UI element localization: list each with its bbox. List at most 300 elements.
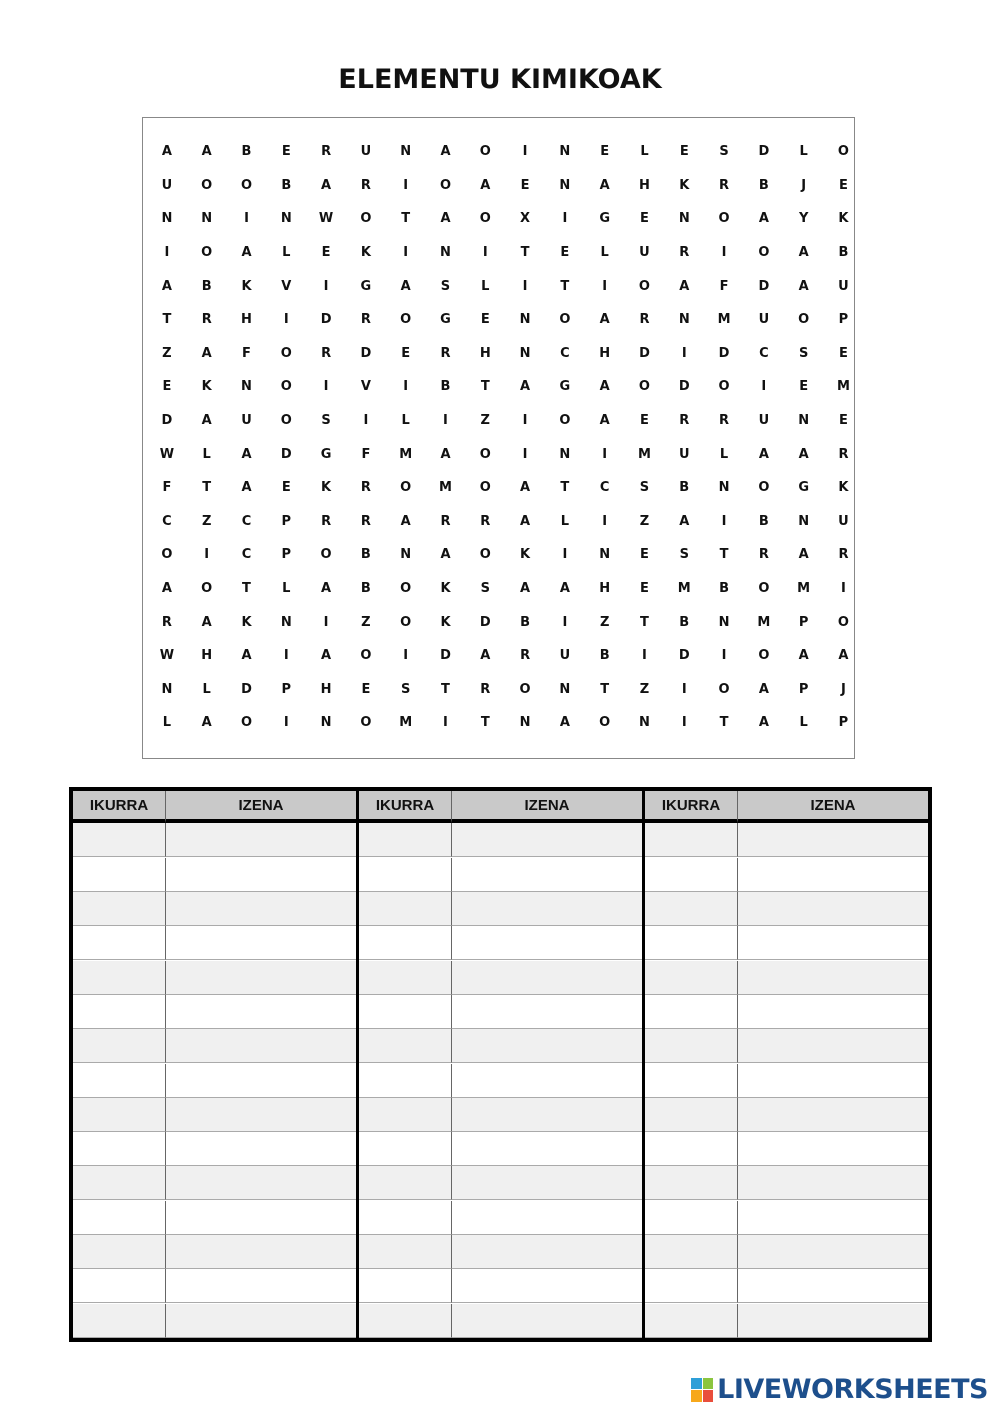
letter-cell: O xyxy=(240,177,253,193)
letter-cell: I xyxy=(602,278,608,294)
letter-cell: A xyxy=(758,446,769,462)
letter-cell: R xyxy=(679,413,690,429)
letter-cell: O xyxy=(758,581,770,597)
symbol-answer-field[interactable] xyxy=(73,1132,166,1166)
name-answer-field[interactable] xyxy=(452,1098,642,1132)
letter-cell: R xyxy=(360,513,371,529)
symbol-answer-field[interactable] xyxy=(359,892,452,926)
letter-cell: A xyxy=(201,715,212,731)
name-answer-field[interactable] xyxy=(452,1201,642,1235)
letter-cell: S xyxy=(798,345,809,361)
word-search-puzzle xyxy=(142,117,855,759)
symbol-answer-field[interactable] xyxy=(73,961,166,995)
letter-cell: I xyxy=(323,278,329,294)
letter-cell: O xyxy=(479,211,491,227)
letter-cell: K xyxy=(838,211,849,227)
letter-cell: I xyxy=(681,345,687,361)
name-answer-field[interactable] xyxy=(166,892,356,926)
name-answer-field[interactable] xyxy=(452,995,642,1029)
letter-cell: N xyxy=(718,480,730,496)
letter-cell: D xyxy=(479,614,491,630)
letter-cell: I xyxy=(602,446,608,462)
letter-cell: H xyxy=(241,312,252,328)
letter-cell: O xyxy=(400,581,412,597)
letter-cell: A xyxy=(758,211,769,227)
symbol-answer-field[interactable] xyxy=(645,1235,738,1269)
symbol-answer-field[interactable] xyxy=(73,926,166,960)
letter-cell: I xyxy=(721,245,727,261)
name-answer-field[interactable] xyxy=(166,926,356,960)
symbol-answer-field[interactable] xyxy=(73,1235,166,1269)
letter-cell: A xyxy=(321,648,332,664)
symbol-answer-field[interactable] xyxy=(645,1166,738,1200)
letter-cell: T xyxy=(560,480,570,496)
letter-cell: A xyxy=(201,345,212,361)
letter-cell: U xyxy=(161,177,173,193)
symbol-answer-field[interactable] xyxy=(73,823,166,857)
letter-cell: T xyxy=(242,581,251,597)
name-answer-field[interactable] xyxy=(166,1132,356,1166)
letter-cell: J xyxy=(801,177,807,193)
symbol-answer-field[interactable] xyxy=(73,892,166,926)
letter-cell: K xyxy=(679,177,690,193)
symbol-answer-field[interactable] xyxy=(359,961,452,995)
name-answer-field[interactable] xyxy=(738,892,928,926)
symbol-answer-field[interactable] xyxy=(359,1029,452,1063)
letter-cell: I xyxy=(443,715,448,731)
symbol-answer-field[interactable] xyxy=(359,1269,452,1303)
letter-cell: B xyxy=(201,278,212,294)
letter-cell: I xyxy=(522,446,528,462)
symbol-answer-field[interactable] xyxy=(645,1269,738,1303)
letter-cell: F xyxy=(361,446,371,462)
letter-cell: D xyxy=(161,413,173,429)
letter-cell: N xyxy=(400,144,412,160)
letter-cell: K xyxy=(201,379,212,395)
symbol-answer-field[interactable] xyxy=(359,1201,452,1235)
symbol-column-header: IKURRA xyxy=(359,791,452,823)
letter-cell: N xyxy=(798,413,810,429)
name-answer-field[interactable] xyxy=(452,1132,642,1166)
letter-cell: A xyxy=(599,312,610,328)
logo-square xyxy=(703,1378,714,1390)
letter-cell: B xyxy=(758,177,769,193)
letter-cell: P xyxy=(838,312,849,328)
letter-cell: R xyxy=(360,480,371,496)
letter-cell: E xyxy=(839,413,848,429)
letter-cell: I xyxy=(681,681,687,697)
symbol-answer-field[interactable] xyxy=(645,1064,738,1098)
letter-cell: W xyxy=(159,446,175,462)
letter-cell: K xyxy=(838,480,849,496)
letter-cell: L xyxy=(202,681,211,697)
letter-cell: I xyxy=(721,513,727,529)
letter-cell: I xyxy=(602,513,608,529)
letter-cell: A xyxy=(480,648,491,664)
symbol-answer-field[interactable] xyxy=(73,858,166,892)
letter-cell: B xyxy=(719,581,730,597)
letter-cell: A xyxy=(599,413,610,429)
letter-cell: L xyxy=(481,278,490,294)
symbol-answer-field[interactable] xyxy=(645,926,738,960)
letter-cell: M xyxy=(399,446,413,462)
letter-cell: N xyxy=(718,614,730,630)
letter-cell: U xyxy=(838,278,849,294)
letter-cell: A xyxy=(321,581,332,597)
symbol-answer-field[interactable] xyxy=(645,1029,738,1063)
name-answer-field[interactable] xyxy=(166,995,356,1029)
name-answer-field[interactable] xyxy=(166,1098,356,1132)
letter-cell: A xyxy=(520,379,531,395)
letter-cell: S xyxy=(719,144,729,160)
letter-cell: O xyxy=(559,413,571,429)
letter-cell: B xyxy=(679,480,690,496)
letter-cell: L xyxy=(282,581,291,597)
name-answer-field[interactable] xyxy=(738,1098,928,1132)
name-answer-field[interactable] xyxy=(452,1166,642,1200)
letter-cell: S xyxy=(400,681,411,697)
letter-cell: I xyxy=(283,715,289,731)
letter-cell: N xyxy=(798,513,810,529)
symbol-answer-field[interactable] xyxy=(645,961,738,995)
letter-cell: A xyxy=(599,177,610,193)
letter-cell: A xyxy=(400,278,411,294)
letter-cell: A xyxy=(520,513,531,529)
letter-cell: D xyxy=(440,648,451,664)
symbol-answer-field[interactable] xyxy=(359,1132,452,1166)
symbol-column-header: IKURRA xyxy=(645,791,738,823)
letter-cell: C xyxy=(241,547,252,563)
symbol-answer-field[interactable] xyxy=(645,1098,738,1132)
symbol-answer-field[interactable] xyxy=(645,892,738,926)
letter-cell: J xyxy=(841,681,846,697)
letter-cell: R xyxy=(838,446,849,462)
name-answer-field[interactable] xyxy=(166,1029,356,1063)
symbol-answer-field[interactable] xyxy=(73,1029,166,1063)
name-answer-field[interactable] xyxy=(738,1201,928,1235)
symbol-answer-field[interactable] xyxy=(73,995,166,1029)
letter-cell: C xyxy=(759,345,769,361)
letter-cell: G xyxy=(599,211,610,227)
letter-cell: B xyxy=(241,144,252,160)
name-answer-field[interactable] xyxy=(452,1269,642,1303)
letter-cell: D xyxy=(320,312,332,328)
letter-cell: D xyxy=(678,379,690,395)
letter-cell: V xyxy=(360,379,371,395)
letter-cell: M xyxy=(757,614,771,630)
name-answer-field[interactable] xyxy=(738,1132,928,1166)
letter-cell: M xyxy=(836,379,850,395)
letter-cell: L xyxy=(162,715,172,731)
letter-cell: O xyxy=(798,312,810,328)
letter-cell: A xyxy=(599,379,610,395)
letter-cell: O xyxy=(240,715,253,731)
answer-table xyxy=(69,787,932,1342)
letter-cell: R xyxy=(758,547,769,563)
letter-cell: L xyxy=(640,144,649,160)
letter-cell: A xyxy=(241,245,252,261)
letter-cell: B xyxy=(758,513,769,529)
letter-cell: A xyxy=(838,648,849,664)
letter-cell: P xyxy=(798,614,809,630)
letter-cell: N xyxy=(519,715,531,731)
letter-cell: A xyxy=(161,581,172,597)
letter-cell: I xyxy=(283,312,289,328)
letter-cell: R xyxy=(360,177,371,193)
letter-cell: O xyxy=(201,581,213,597)
name-answer-field[interactable] xyxy=(738,1235,928,1269)
letter-cell: O xyxy=(161,547,173,563)
letter-cell: N xyxy=(400,547,412,563)
letter-cell: O xyxy=(479,547,491,563)
letter-cell: I xyxy=(522,278,528,294)
symbol-answer-field[interactable] xyxy=(73,1201,166,1235)
symbol-answer-field[interactable] xyxy=(359,1064,452,1098)
letter-cell: A xyxy=(758,715,769,731)
brand-text: LIVEWORKSHEETS xyxy=(717,1374,988,1405)
symbol-column-header: IKURRA xyxy=(73,791,166,823)
symbol-answer-field[interactable] xyxy=(359,995,452,1029)
letter-cell: A xyxy=(520,581,531,597)
letter-cell: T xyxy=(202,480,212,496)
name-column-header: IZENA xyxy=(738,791,928,823)
symbol-answer-field[interactable] xyxy=(359,1304,452,1338)
letter-cell: O xyxy=(519,681,531,697)
name-answer-field[interactable] xyxy=(166,1269,356,1303)
letter-cell: E xyxy=(839,345,848,361)
letter-cell: I xyxy=(522,144,528,160)
letter-cell: I xyxy=(642,648,647,664)
letter-cell: R xyxy=(719,413,730,429)
letter-cell: I xyxy=(283,648,289,664)
letter-cell: A xyxy=(758,681,769,697)
letter-cell: A xyxy=(559,715,570,731)
letter-cell: I xyxy=(562,614,568,630)
name-answer-field[interactable] xyxy=(452,823,642,857)
letter-cell: B xyxy=(281,177,292,193)
letter-cell: A xyxy=(241,648,252,664)
name-answer-field[interactable] xyxy=(452,926,642,960)
symbol-answer-field[interactable] xyxy=(645,1304,738,1338)
letter-cell: E xyxy=(321,245,331,261)
letter-cell: B xyxy=(520,614,531,630)
letter-cell: T xyxy=(719,547,729,563)
letter-cell: E xyxy=(281,480,291,496)
letter-cell: L xyxy=(560,513,570,529)
letter-cell: O xyxy=(320,547,332,563)
letter-cell: I xyxy=(721,648,727,664)
letter-cell: K xyxy=(520,547,531,563)
name-answer-field[interactable] xyxy=(166,823,356,857)
letter-cell: R xyxy=(360,312,371,328)
letter-cell: N xyxy=(280,211,292,227)
letter-cell: D xyxy=(718,345,730,361)
symbol-answer-field[interactable] xyxy=(645,1201,738,1235)
liveworksheets-logo-icon xyxy=(691,1378,713,1402)
letter-cell: A xyxy=(440,446,451,462)
name-answer-field[interactable] xyxy=(452,961,642,995)
letter-cell: B xyxy=(360,547,371,563)
letter-cell: L xyxy=(719,446,729,462)
symbol-answer-field[interactable] xyxy=(73,1098,166,1132)
letter-cell: E xyxy=(560,245,570,261)
letter-cell: E xyxy=(640,581,649,597)
name-answer-field[interactable] xyxy=(452,858,642,892)
letter-cell: P xyxy=(281,681,292,697)
symbol-answer-field[interactable] xyxy=(359,1235,452,1269)
name-answer-field[interactable] xyxy=(166,961,356,995)
letter-cell: I xyxy=(323,379,329,395)
letter-cell: A xyxy=(440,144,451,160)
letter-cell: A xyxy=(798,547,809,563)
letter-cell: E xyxy=(799,379,809,395)
name-answer-field[interactable] xyxy=(452,1064,642,1098)
name-answer-field[interactable] xyxy=(166,858,356,892)
letter-cell: H xyxy=(599,345,611,361)
letter-cell: A xyxy=(798,648,809,664)
letter-cell: M xyxy=(439,480,452,496)
symbol-answer-field[interactable] xyxy=(645,995,738,1029)
letter-cell: O xyxy=(280,413,292,429)
letter-cell: I xyxy=(522,413,528,429)
letter-cell: E xyxy=(401,345,411,361)
symbol-answer-field[interactable] xyxy=(73,1166,166,1200)
letter-cell: I xyxy=(482,245,488,261)
letter-cell: C xyxy=(599,480,610,496)
letter-cell: N xyxy=(201,211,213,227)
name-answer-field[interactable] xyxy=(452,1029,642,1063)
name-answer-field[interactable] xyxy=(166,1201,356,1235)
letter-cell: I xyxy=(204,547,210,563)
name-answer-field[interactable] xyxy=(452,1304,642,1338)
letter-cell: W xyxy=(318,211,334,227)
letter-cell: O xyxy=(638,379,650,395)
name-answer-field[interactable] xyxy=(166,1235,356,1269)
letter-cell: A xyxy=(161,278,172,294)
name-answer-field[interactable] xyxy=(452,1235,642,1269)
letter-cell: K xyxy=(241,614,252,630)
name-answer-field[interactable] xyxy=(452,892,642,926)
letter-cell: R xyxy=(440,345,451,361)
letter-cell: I xyxy=(323,614,329,630)
letter-cell: N xyxy=(519,345,531,361)
letter-cell: R xyxy=(719,177,730,193)
symbol-answer-field[interactable] xyxy=(73,1304,166,1338)
letter-cell: O xyxy=(479,144,491,160)
letter-cell: S xyxy=(639,480,650,496)
name-answer-field[interactable] xyxy=(738,858,928,892)
letter-cell: N xyxy=(559,446,571,462)
letter-cell: O xyxy=(718,211,730,227)
letter-cell: I xyxy=(244,211,249,227)
letter-cell: O xyxy=(400,312,412,328)
symbol-answer-field[interactable] xyxy=(645,823,738,857)
name-answer-field[interactable] xyxy=(166,1064,356,1098)
name-answer-field[interactable] xyxy=(738,1029,928,1063)
name-answer-field[interactable] xyxy=(738,1304,928,1338)
letter-cell: N xyxy=(639,715,650,731)
letter-cell: N xyxy=(440,245,451,261)
letter-cell: R xyxy=(440,513,451,529)
letter-cell: C xyxy=(560,345,570,361)
letter-cell: A xyxy=(798,446,809,462)
letter-cell: G xyxy=(559,379,571,395)
letter-cell: T xyxy=(719,715,729,731)
letter-cell: R xyxy=(480,681,491,697)
letter-cell: T xyxy=(162,312,172,328)
letter-cell: N xyxy=(161,211,173,227)
name-answer-field[interactable] xyxy=(738,1064,928,1098)
letter-cell: L xyxy=(600,245,609,261)
letter-cell: A xyxy=(400,513,411,529)
letter-cell: H xyxy=(639,177,650,193)
symbol-answer-field[interactable] xyxy=(359,1098,452,1132)
letter-cell: U xyxy=(838,513,849,529)
letter-cell: A xyxy=(440,547,451,563)
letter-cell: A xyxy=(679,513,690,529)
letter-cell: N xyxy=(599,547,611,563)
symbol-answer-field[interactable] xyxy=(73,1064,166,1098)
letter-cell: O xyxy=(439,177,451,193)
letter-cell: E xyxy=(839,177,848,193)
letter-cell: I xyxy=(443,413,448,429)
symbol-answer-field[interactable] xyxy=(359,926,452,960)
letter-cell: L xyxy=(401,413,410,429)
letter-cell: Z xyxy=(639,513,650,529)
letter-cell: A xyxy=(321,177,332,193)
name-answer-field[interactable] xyxy=(738,961,928,995)
letter-cell: L xyxy=(799,715,808,731)
letter-cell: P xyxy=(798,681,809,697)
letter-cell: A xyxy=(201,144,212,160)
letter-cell: E xyxy=(480,312,490,328)
letter-cell: R xyxy=(161,614,172,630)
letter-cell: F xyxy=(242,345,251,361)
letter-cell: I xyxy=(403,245,409,261)
letter-cell: M xyxy=(717,312,731,328)
name-answer-field[interactable] xyxy=(738,926,928,960)
letter-cell: H xyxy=(599,581,611,597)
name-answer-field[interactable] xyxy=(738,1269,928,1303)
symbol-answer-field[interactable] xyxy=(359,823,452,857)
letter-cell: O xyxy=(360,211,372,227)
letter-cell: S xyxy=(679,547,689,563)
name-answer-field[interactable] xyxy=(166,1304,356,1338)
letter-cell: A xyxy=(201,413,212,429)
letter-cell: D xyxy=(758,278,770,294)
symbol-answer-field[interactable] xyxy=(645,1132,738,1166)
letter-cell: D xyxy=(241,681,252,697)
name-answer-field[interactable] xyxy=(738,823,928,857)
symbol-answer-field[interactable] xyxy=(359,1166,452,1200)
name-answer-field[interactable] xyxy=(166,1166,356,1200)
page-title: ELEMENTU KIMIKOAK xyxy=(338,64,662,95)
name-answer-field[interactable] xyxy=(738,995,928,1029)
symbol-answer-field[interactable] xyxy=(645,858,738,892)
letter-cell: A xyxy=(161,144,172,160)
letter-cell: B xyxy=(360,581,371,597)
symbol-answer-field[interactable] xyxy=(73,1269,166,1303)
letter-cell: A xyxy=(241,446,252,462)
name-answer-field[interactable] xyxy=(738,1166,928,1200)
letter-cell: G xyxy=(360,278,372,294)
symbol-answer-field[interactable] xyxy=(359,858,452,892)
letter-cell: N xyxy=(519,312,531,328)
letter-cell: I xyxy=(562,547,568,563)
letter-cell: I xyxy=(164,245,170,261)
letter-cell: R xyxy=(321,513,332,529)
letter-cell: A xyxy=(798,278,809,294)
